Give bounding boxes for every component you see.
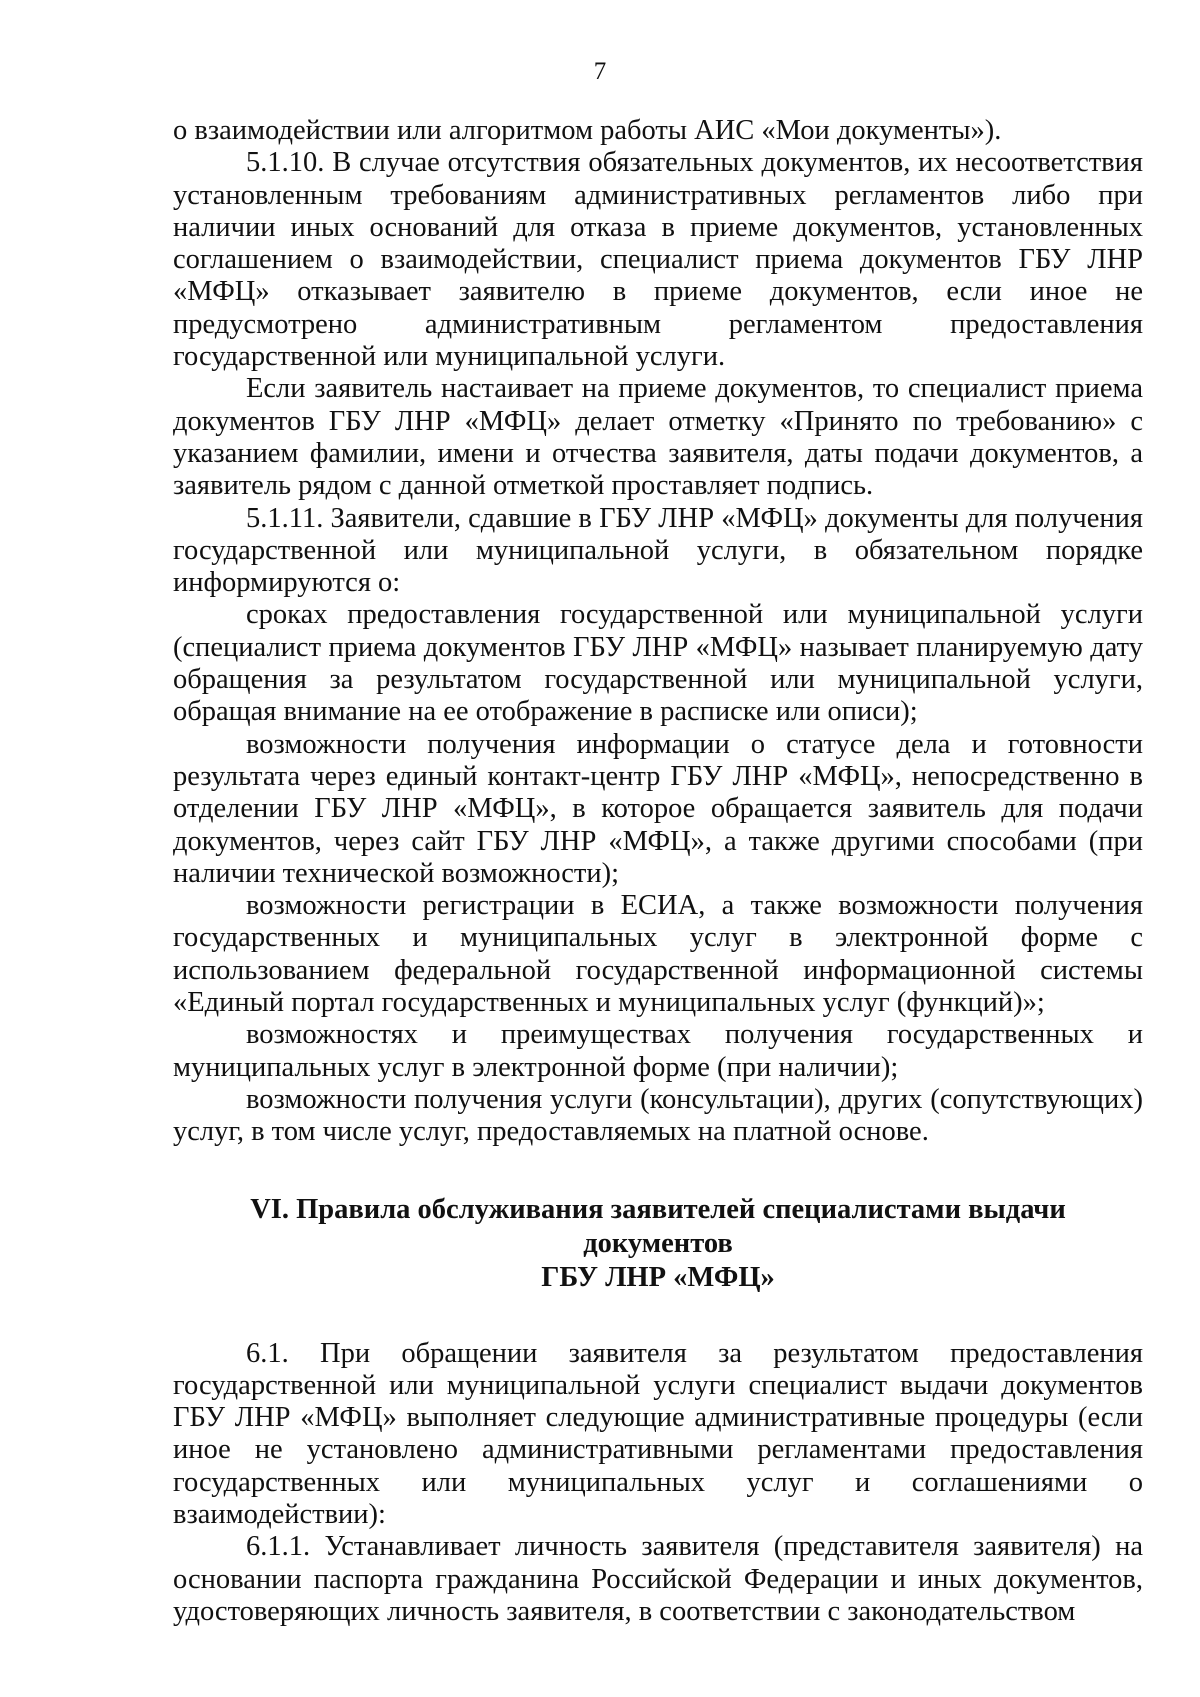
paragraph-6-1-1: 6.1.1. Устанавливает личность заявителя (представителя заявителя) на основании паспорта гражданина Российской Федерации и иных документов, удостоверяющих личность заявителя, в соответствии с законодательством xyxy=(173,1531,1143,1627)
list-item-electronic-advantages: возможностях и преимуществах получения государственных и муниципальных услуг в электронной форме (при наличии); xyxy=(173,1019,1143,1083)
list-item-deadlines: сроках предоставления государственной или муниципальной услуги (специалист приема документов ГБУ ЛНР «МФЦ» называет планируемую дату обращения за результатом государственной или муниципальной услуги, обращая внимание на ее отображение в расписке или описи); xyxy=(173,599,1143,728)
paragraph-accept-on-demand: Если заявитель настаивает на приеме документов, то специалист приема документов ГБУ ЛНР «МФЦ» делает отметку «Принято по требованию» с указанием фамилии, имени и отчества заявителя, даты подачи документов, а заявитель рядом с данной отметкой проставляет подпись. xyxy=(173,373,1143,502)
list-item-status-info: возможности получения информации о статусе дела и готовности результата через единый контакт-центр ГБУ ЛНР «МФЦ», непосредственно в отделении ГБУ ЛНР «МФЦ», в которое обращается заявитель для подачи документов, через сайт ГБУ ЛНР «МФЦ», а также другими способами (при наличии технической возможности); xyxy=(173,728,1143,889)
document-body xyxy=(173,115,1143,1628)
paragraph-5-1-10: 5.1.10. В случае отсутствия обязательных документов, их несоответствия установленным требованиям административных регламентов либо при наличии иных оснований для отказа в приеме документов, установленных соглашением о взаимодействии, специалист приема документов ГБУ ЛНР «МФЦ» отказывает заявителю в приеме документов, если иное не предусмотрено административным регламентом предоставления государственной или муниципальной услуги. xyxy=(173,147,1143,373)
paragraph-5-1-11: 5.1.11. Заявители, сдавшие в ГБУ ЛНР «МФЦ» документы для получения государственной или муниципальной услуги, в обязательном порядке информируются о: xyxy=(173,502,1143,599)
list-item-esia-registration: возможности регистрации в ЕСИА, а также возможности получения государственных и муниципальных услуг в электронной форме с использованием федеральной государственной информационной системы «Единый портал государственных и муниципальных услуг (функций)»; xyxy=(173,890,1143,1019)
paragraph-continuation: о взаимодействии или алгоритмом работы АИС «Мои документы»). xyxy=(173,115,1002,146)
page-number: 7 xyxy=(593,58,607,85)
section-heading-line-1: VI. Правила обслуживания заявителей специалистами выдачи документов xyxy=(250,1193,1066,1259)
section-heading-line-2: ГБУ ЛНР «МФЦ» xyxy=(541,1261,775,1293)
paragraph-6-1: 6.1. При обращении заявителя за результатом предоставления государственной или муниципальной услуги специалист выдачи документов ГБУ ЛНР «МФЦ» выполняет следующие административные процедуры (если иное не установлено административными регламентами предоставления государственных или муниципальных услуг и соглашениями о взаимодействии): xyxy=(173,1337,1143,1530)
list-item-related-services: возможности получения услуги (консультации), других (сопутствующих) услуг, в том числе услуг, предоставляемых на платной основе. xyxy=(173,1083,1143,1148)
section-heading xyxy=(173,1193,1143,1295)
